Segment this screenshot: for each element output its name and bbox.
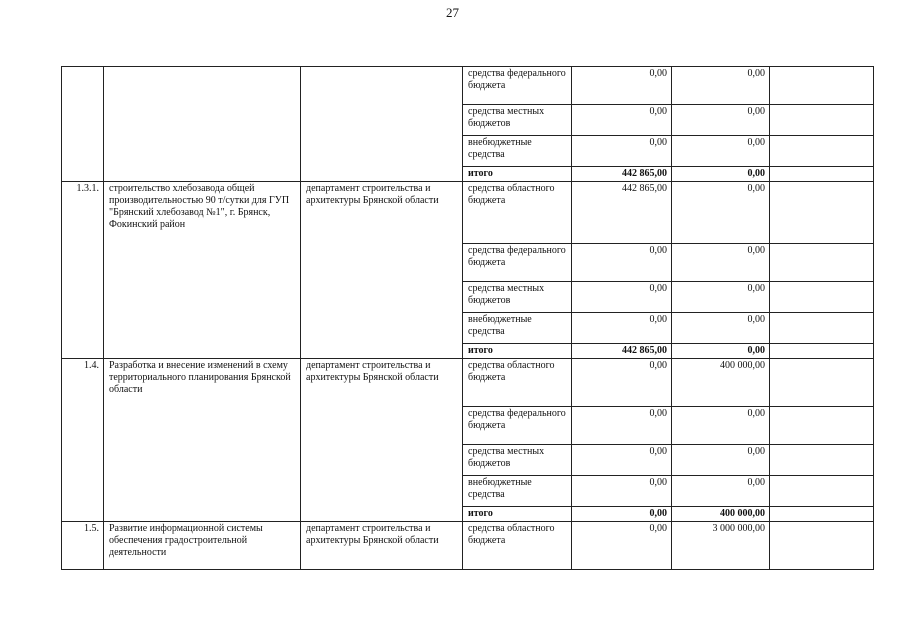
funding-source: средства местных бюджетов — [463, 282, 572, 313]
amount-col2: 3 000 000,00 — [672, 522, 770, 570]
amount-col2: 0,00 — [672, 282, 770, 313]
amount-col2: 0,00 — [672, 445, 770, 476]
funding-source: внебюджетные средства — [463, 136, 572, 167]
amount-col1: 0,00 — [572, 445, 672, 476]
amount-col2: 0,00 — [672, 407, 770, 445]
measure-name: Разработка и внесение изменений в схему территориального планирования Брянской области — [104, 359, 301, 522]
budget-table — [61, 66, 874, 570]
measure-name — [104, 67, 301, 182]
measure-name: Развитие информационной системы обеспечения градостроительной деятельности — [104, 522, 301, 570]
funding-source-total: итого — [463, 344, 572, 359]
measure-code: 1.3.1. — [62, 182, 104, 359]
amount-col1: 442 865,00 — [572, 182, 672, 244]
funding-source: средства федерального бюджета — [463, 244, 572, 282]
funding-source: средства федерального бюджета — [463, 407, 572, 445]
page-number: 27 — [446, 5, 459, 20]
funding-source: средства местных бюджетов — [463, 445, 572, 476]
total-col1: 0,00 — [572, 507, 672, 522]
amount-col1: 0,00 — [572, 244, 672, 282]
measure-executor: департамент строительства и архитектуры Брянской области — [301, 182, 463, 359]
amount-col1: 0,00 — [572, 67, 672, 105]
total-col2: 0,00 — [672, 344, 770, 359]
measure-code: 1.5. — [62, 522, 104, 570]
funding-source: средства областного бюджета — [463, 359, 572, 407]
empty-cell — [770, 522, 874, 570]
amount-col1: 0,00 — [572, 282, 672, 313]
measure-executor: департамент строительства и архитектуры Брянской области — [301, 359, 463, 522]
measure-name: строительство хлебозавода общей производительностью 90 т/сутки для ГУП "Брянский хлебозавод №1", г. Брянск, Фокинский район — [104, 182, 301, 359]
amount-col2: 0,00 — [672, 182, 770, 244]
empty-cell — [770, 182, 874, 244]
funding-source-total: итого — [463, 167, 572, 182]
funding-source: средства областного бюджета — [463, 522, 572, 570]
amount-col2: 0,00 — [672, 476, 770, 507]
measure-executor: департамент строительства и архитектуры Брянской области — [301, 522, 463, 570]
total-col2: 0,00 — [672, 167, 770, 182]
empty-cell — [770, 282, 874, 313]
total-col1: 442 865,00 — [572, 344, 672, 359]
funding-source: средства местных бюджетов — [463, 105, 572, 136]
amount-col2: 0,00 — [672, 105, 770, 136]
amount-col2: 0,00 — [672, 244, 770, 282]
amount-col1: 0,00 — [572, 522, 672, 570]
funding-source: средства областного бюджета — [463, 182, 572, 244]
funding-source: внебюджетные средства — [463, 476, 572, 507]
empty-cell — [770, 244, 874, 282]
measure-code — [62, 67, 104, 182]
funding-source: средства федерального бюджета — [463, 67, 572, 105]
empty-cell — [770, 445, 874, 476]
amount-col1: 0,00 — [572, 105, 672, 136]
amount-col1: 0,00 — [572, 476, 672, 507]
empty-cell — [770, 313, 874, 344]
funding-source: внебюджетные средства — [463, 313, 572, 344]
empty-cell — [770, 476, 874, 507]
measure-code: 1.4. — [62, 359, 104, 522]
amount-col1: 0,00 — [572, 407, 672, 445]
empty-cell — [770, 507, 874, 522]
total-col1: 442 865,00 — [572, 167, 672, 182]
funding-source-total: итого — [463, 507, 572, 522]
empty-cell — [770, 136, 874, 167]
total-col2: 400 000,00 — [672, 507, 770, 522]
empty-cell — [770, 167, 874, 182]
amount-col2: 0,00 — [672, 136, 770, 167]
amount-col1: 0,00 — [572, 136, 672, 167]
amount-col2: 400 000,00 — [672, 359, 770, 407]
empty-cell — [770, 359, 874, 407]
amount-col1: 0,00 — [572, 359, 672, 407]
empty-cell — [770, 105, 874, 136]
amount-col2: 0,00 — [672, 313, 770, 344]
empty-cell — [770, 67, 874, 105]
empty-cell — [770, 407, 874, 445]
amount-col2: 0,00 — [672, 67, 770, 105]
amount-col1: 0,00 — [572, 313, 672, 344]
measure-executor — [301, 67, 463, 182]
empty-cell — [770, 344, 874, 359]
